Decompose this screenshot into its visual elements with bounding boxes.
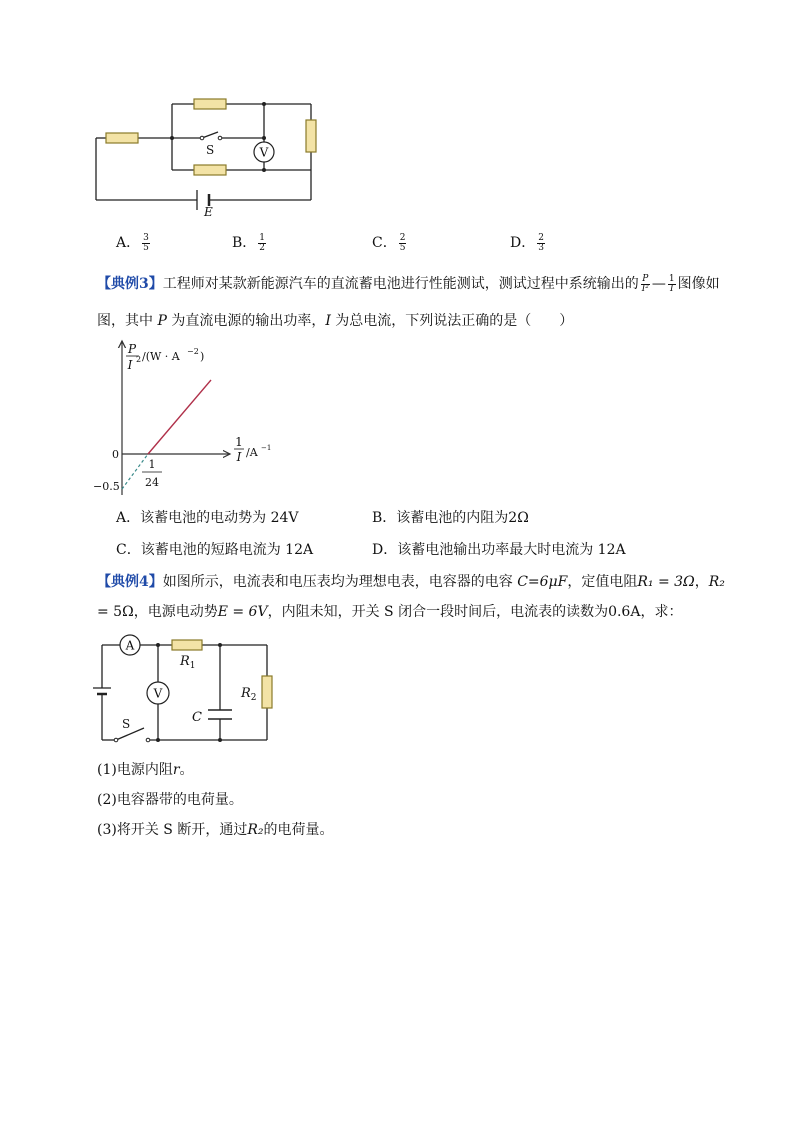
example3-tag: 【典例3】 xyxy=(97,276,163,292)
r2-label: $R_2$ xyxy=(241,686,257,703)
svg-text:V: V xyxy=(153,686,163,701)
y-intercept-label: −0.5 xyxy=(93,480,120,493)
fraction: $\frac{1}{2}$ xyxy=(259,232,266,253)
option-a[interactable]: A． $\frac{3}{5}$ xyxy=(116,232,149,253)
capacitor-icon xyxy=(208,710,232,719)
resistor-right xyxy=(306,120,316,152)
voltmeter-label: V xyxy=(259,145,269,160)
fraction-1-over-i: $\frac{1}{I}$ xyxy=(668,273,675,294)
example4-line1: 【典例4】如图所示，电流表和电压表均为理想电表，电容器的电容 C=6μF，定值电阻R₁ = 3Ω，R₂ xyxy=(97,574,725,590)
resistor-r2 xyxy=(262,676,272,708)
p-over-i2-graph xyxy=(90,335,290,500)
ex3-option-c[interactable]: C．该蓄电池的短路电流为 12A xyxy=(116,542,314,558)
svg-text:I: I xyxy=(127,358,133,372)
data-line xyxy=(148,380,211,454)
option-c[interactable]: C． $\frac{2}{5}$ xyxy=(372,232,406,253)
ex3-option-b[interactable]: B．该蓄电池的内阻为2Ω xyxy=(372,510,529,526)
question-2: (2)电容器带的电荷量。 xyxy=(97,792,243,808)
svg-text:/A: /A xyxy=(246,446,258,459)
svg-text:−1: −1 xyxy=(261,444,272,452)
option-b[interactable]: B． $\frac{1}{2}$ xyxy=(232,232,266,253)
resistor-top xyxy=(194,99,226,109)
fraction: $\frac{3}{5}$ xyxy=(143,232,149,253)
option-d[interactable]: D． $\frac{2}{3}$ xyxy=(510,232,544,253)
circuit-diagram-1 xyxy=(90,90,330,220)
svg-text:−2: −2 xyxy=(187,347,199,356)
example3-line2: 图，其中 P 为直流电源的输出功率，I 为总电流，下列说法正确的是（ ） xyxy=(97,313,574,329)
fraction: $\frac{2}{3}$ xyxy=(538,232,544,253)
svg-text:I: I xyxy=(236,450,242,464)
origin-label: 0 xyxy=(112,448,119,461)
switch-label: S xyxy=(122,717,131,731)
x-intercept-den: 24 xyxy=(145,476,159,489)
svg-text:/(W · A: /(W · A xyxy=(142,350,180,363)
svg-text:): ) xyxy=(200,350,205,363)
svg-text:P: P xyxy=(127,342,137,356)
resistor-bottom xyxy=(194,165,226,175)
battery-icon xyxy=(93,688,111,694)
svg-text:A: A xyxy=(125,638,135,653)
resistor-r1 xyxy=(172,640,202,650)
c-label: C xyxy=(192,710,202,725)
switch-label: S xyxy=(206,143,215,157)
ex3-option-a[interactable]: A．该蓄电池的电动势为 24V xyxy=(116,510,299,526)
question-1: (1)电源内阻r。 xyxy=(97,762,194,778)
resistor-left xyxy=(106,133,138,143)
svg-text:2: 2 xyxy=(136,355,142,364)
source-label: E xyxy=(204,205,213,219)
example4-line2: = 5Ω，电源电动势E = 6V，内阻未知，开关 S 闭合一段时间后，电流表的读数为0.6A，求： xyxy=(97,604,683,620)
r1-label: $R_1$ xyxy=(180,654,196,671)
x-intercept-num: 1 xyxy=(148,458,156,471)
question-3: (3)将开关 S 断开，通过R₂的电荷量。 xyxy=(97,822,334,838)
example4-tag: 【典例4】 xyxy=(97,574,163,590)
example3-line1: 【典例3】工程师对某款新能源汽车的直流蓄电池进行性能测试，测试过程中系统输出的 $\frac{P}{\text{I²}}$ — $\frac{1}{I}$ 图像如 xyxy=(97,273,720,294)
ex3-option-d[interactable]: D．该蓄电池输出功率最大时电流为 12A xyxy=(372,542,626,558)
svg-text:1: 1 xyxy=(235,435,243,449)
fraction-p-over-i2: $\frac{P}{\text{I²}}$ xyxy=(641,273,649,294)
fraction: $\frac{2}{5}$ xyxy=(399,232,406,253)
circuit-diagram-2 xyxy=(92,628,282,748)
